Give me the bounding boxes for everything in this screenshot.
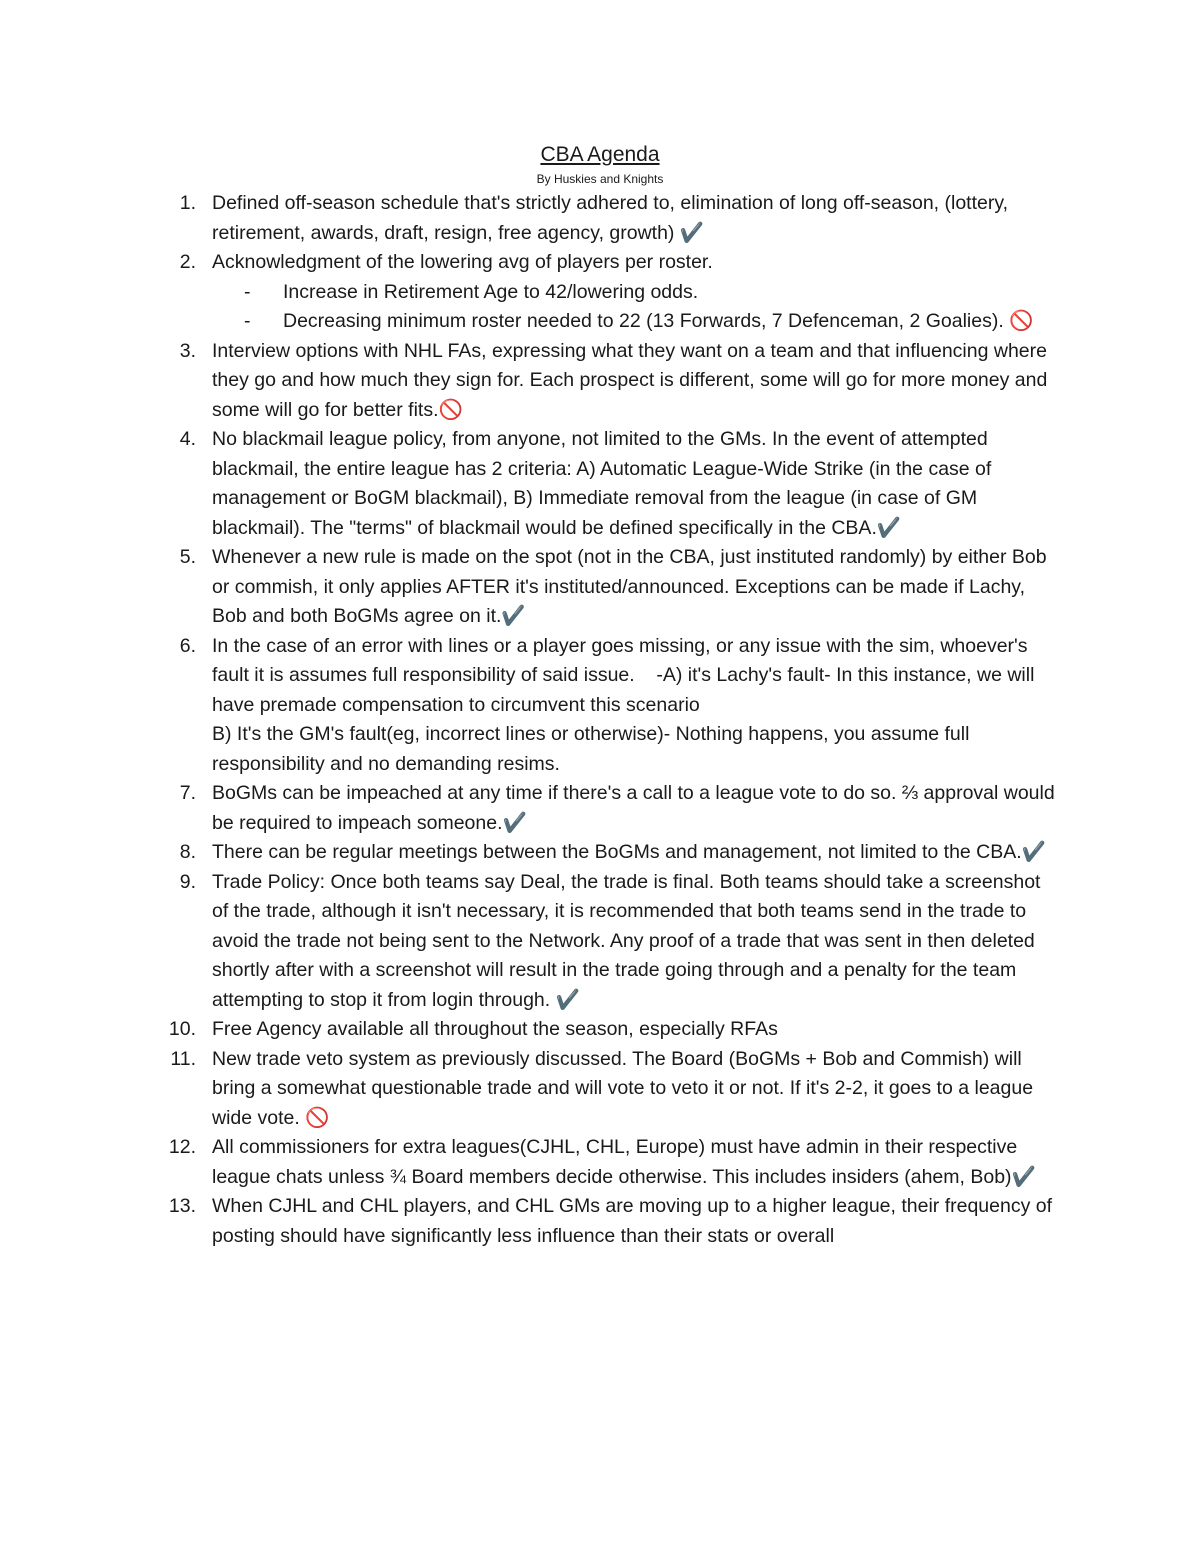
dash-bullet: - [244,280,251,303]
document-subtitle: By Huskies and Knights [536,172,664,186]
item-number: 11. [170,1047,196,1070]
list-item [0,838,1200,868]
item-text: Defined off-season schedule that's strictly adhered to, elimination of long off-season, (lottery, retirement, awards, draft, resign, free agency, growth) ✔️ [212,192,1014,244]
list-item [0,1045,1200,1134]
item-text: There can be regular meetings between the BoGMs and management, not limited to the CBA.✔️ [212,841,1046,863]
sub-item-text: Decreasing minimum roster needed to 22 (13 Forwards, 7 Defenceman, 2 Goalies). 🚫 [283,310,1034,332]
item-text: No blackmail league policy, from anyone, not limited to the GMs. In the event of attempted blackmail, the entire league has 2 criteria: A) Automatic League-Wide Strike (in the case of management or BoGM blackmail), B) Immediate removal from the league (in case of GM blackmail). The "terms" of blackmail would be defined specifically in the CBA.✔️ [212,428,997,539]
item-text: Trade Policy: Once both teams say Deal, the trade is final. Both teams should take a screenshot of the trade, although it isn't necessary, it is recommended that both teams send in the trade to avoid the trade not being sent to the Network. Any proof of a trade that was sent in then deleted shortly after with a screenshot will result in the trade going through and a penalty for the team attempting to stop it from login through. ✔️ [212,870,1046,1011]
item-number: 10. [168,1018,196,1040]
item-text: Whenever a new rule is made on the spot (not in the CBA, just instituted randomly) by either Bob or commish, it only applies AFTER it's instituted/announced. Exceptions can be made if Lachy, Bob and both BoGMs agree on it.✔️ [212,546,1053,627]
sub-item-text: Increase in Retirement Age to 42/lowering odds. [283,280,699,303]
item-number: 1. [179,192,196,214]
list-item [0,868,1200,1016]
dash-bullet: - [244,310,251,332]
item-text: BoGMs can be impeached at any time if there's a call to a league vote to do so. ⅔ approval would be required to impeach someone.✔️ [212,782,1061,834]
list-item [0,779,1200,838]
item-text: All commissioners for extra leagues(CJHL, CHL, Europe) must have admin in their respective league chats unless ¾ Board members decide otherwise. This includes insiders (ahem, Bob)✔️ [212,1136,1036,1188]
item-number: 6. [179,634,196,657]
sub-list-item [0,278,1200,308]
list-item [0,425,1200,543]
item-number: 7. [179,782,196,804]
item-number: 8. [179,841,196,863]
list-item [0,189,1200,248]
item-number: 5. [179,546,196,568]
item-text: In the case of an error with lines or a player goes missing, or any issue with the sim, whoever's fault it is assumes full responsibility of said issue. -A) it's Lachy's fault- In this instance, we will have premade compensation to circumvent this scenario B) It's the GM's fault(eg, incorrect lines or otherwise)- Nothing happens, you assume full responsibility and no demanding resims. [212,634,1035,775]
item-number: 3. [179,339,196,362]
list-item [0,1133,1200,1192]
item-text: Acknowledgment of the lowering avg of players per roster. [212,251,713,273]
sub-list-item [0,307,1200,337]
item-text: Free Agency available all throughout the season, especially RFAs [212,1018,778,1040]
item-number: 13. [168,1195,196,1217]
document-title: CBA Agenda [540,143,660,166]
item-number: 2. [179,251,196,273]
list-item [0,1192,1200,1251]
item-number: 4. [179,428,196,450]
list-item [0,632,1200,780]
item-number: 12. [168,1136,196,1158]
list-item [0,543,1200,632]
list-item [0,248,1200,278]
agenda-list [0,189,1200,1251]
item-number: 9. [179,870,196,893]
item-text: When CJHL and CHL players, and CHL GMs are moving up to a higher league, their frequency of posting should have significantly less influence than their stats or overall [212,1195,1058,1247]
item-text: New trade veto system as previously discussed. The Board (BoGMs + Bob and Commish) will bring a somewhat questionable trade and will vote to veto it or not. If it's 2-2, it goes to a league wide vote. 🚫 [212,1047,1039,1129]
list-item [0,337,1200,426]
list-item [0,1015,1200,1045]
item-text: Interview options with NHL FAs, expressing what they want on a team and that influencing where they go and how much they sign for. Each prospect is different, some will go for more money and some will go for better fits.🚫 [212,339,1053,421]
